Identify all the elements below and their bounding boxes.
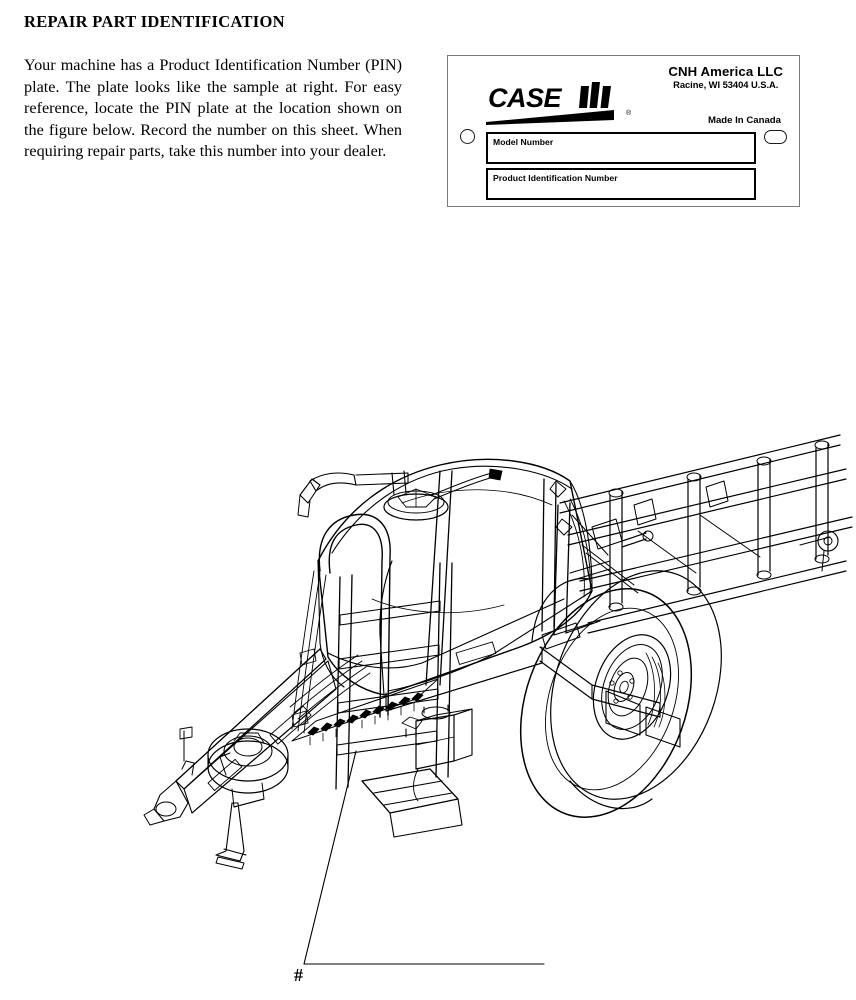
model-number-label: Model Number [493,137,554,147]
instruction-paragraph: Your machine has a Product Identification Number (PIN) plate. The plate looks like the sample at right. For easy reference, locate the PIN plate at the location shown on the figure below. Record the number on this sheet. When requiring repair parts, take this number into your dealer. [24,56,402,160]
product-identification-number-field[interactable] [486,168,756,200]
manufacturer-address: Racine, WI 53404 U.S.A. [673,79,779,90]
mounting-hole-right-icon [764,130,787,144]
pin-location-callout [260,745,560,995]
product-identification-number-label: Product Identification Number [493,173,618,183]
page-title: REPAIR PART IDENTIFICATION [24,12,285,31]
mounting-hole-left-icon [460,129,475,144]
registered-trademark-icon: ® [626,110,632,117]
pin-number-placeholder: # [294,965,303,985]
manufacturer-name: CNH America LLC [668,64,783,79]
manufacturer-block [668,64,783,91]
country-of-origin: Made In Canada [707,115,781,126]
svg-text:CASE: CASE [488,83,562,113]
model-number-field[interactable] [486,132,756,164]
pin-plate-sample [447,55,800,207]
case-ih-logo [486,80,632,126]
